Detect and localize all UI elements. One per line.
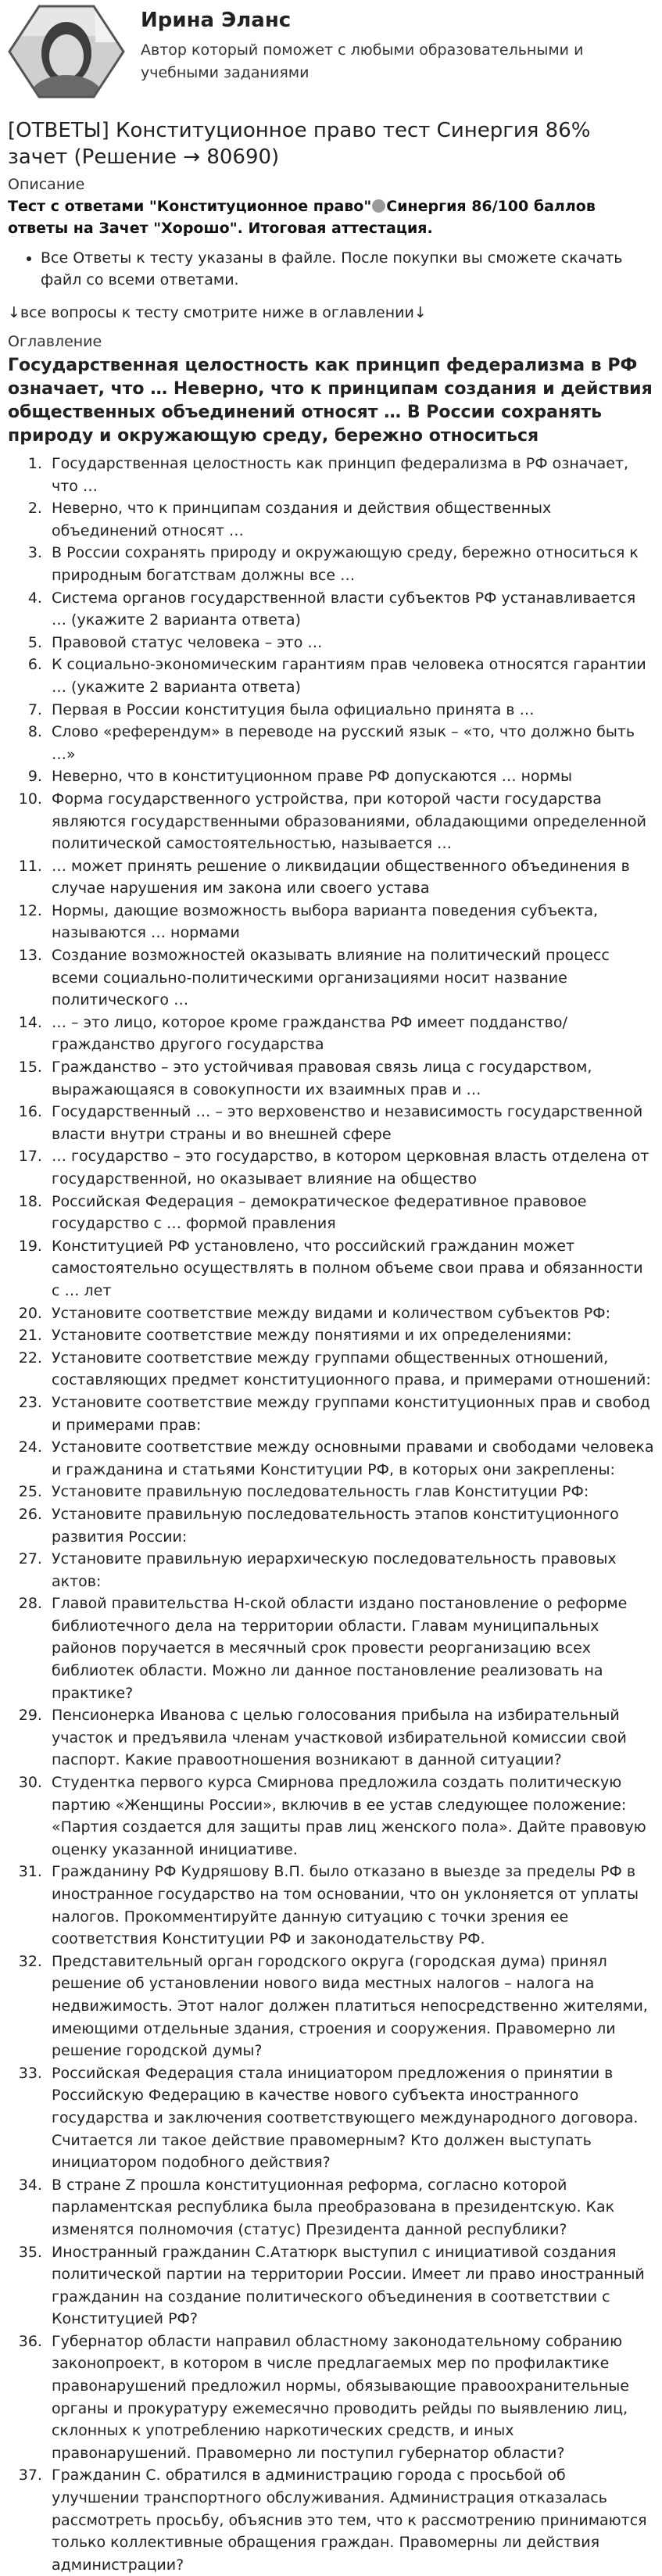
question-item[interactable]: 16. Государственный … – это верховенство и независимость государственной власти внутри страны и во внешней сфере [47,1101,654,1145]
question-item[interactable]: 3. В России сохранять природу и окружающую среду, бережно относиться к природным богатствам должны все … [47,542,654,586]
question-item[interactable]: 19. Конституцией РФ установлено, что российский гражданин может самостоятельно осуществлять в полном объеме свои права и обязанности с … лет [47,1235,654,1302]
toc-note: ↓все вопросы к тесту смотрите ниже в оглавлении↓ [8,304,427,321]
question-item[interactable]: 2. Неверно, что к принципам создания и действия общественных объединений относят … [47,497,654,542]
question-item[interactable]: 13. Создание возможностей оказывать влияние на политический процесс всеми социально-политическими организациями носит название политического … [47,944,654,1012]
question-item[interactable]: 30. Студентка первого курса Смирнова предложила создать политическую партию «Женщины России», включив в ее устав следующее положение: «Партия создается для защиты прав лиц женского пола». Дайте правовую оценку указанной инициативе. [47,1772,654,1861]
author-description: Автор который поможет с любыми образовательными и учебными заданиями [141,41,584,81]
author-info [141,5,610,84]
question-item[interactable]: 27. Установите правильную иерархическую последовательность правовых актов: [47,1548,654,1593]
bullet-list [8,247,654,291]
question-item[interactable]: 28. Главой правительства Н-ской области издано постановление о реформе библиотечного дела на территории области. Главам муниципальных районов поручается в месячный срок провести реорганизацию всех библиотек области. Можно ли данное постановление реализовать на практике? [47,1593,654,1704]
question-item[interactable]: 18. Российская Федерация – демократическое федеративное правовое государство с … формой правления [47,1191,654,1235]
question-item[interactable]: 7. Первая в России конституция была официально принята в … [47,699,654,722]
question-item[interactable]: 8. Слово «референдум» в переводе на русский язык – «то, что должно быть …» [47,721,654,765]
question-item[interactable]: 37. Гражданин С. обратился в администрацию города с просьбой об улучшении транспортного обслуживания. Администрация отказалась рассмотреть просьбу, объяснив это тем, что к рассмотрению принимаются только коллективные обращения граждан. Правомерны ли действия администрации? [47,2464,654,2576]
toc-heading: Государственная целостность как принцип федерализма в РФ означает, что … Неверно, что к принципам создания и действия общественных объединений относят … В России сохранять природу и окружающую среду, бережно относиться [8,356,653,446]
question-item[interactable]: 5. Правовой статус человека – это … [47,632,654,654]
description-text [8,195,654,239]
question-item[interactable]: 11. … может принять решение о ликвидации общественного объединения в случае нарушения им закона или своего устава [47,855,654,900]
question-item[interactable]: 31. Гражданину РФ Кудряшову В.П. было отказано в выезде за пределы РФ в иностранное государство на том основании, что он уклоняется от уплаты налогов. Прокомментируйте данную ситуацию с точки зрения ее соответствия Конституции РФ и законодательству РФ. [47,1861,654,1950]
bullet-item: • Все Ответы к тесту указаны в файле. После покупки вы сможете скачать файл со всеми ответами. [41,247,654,291]
question-item[interactable]: 21. Установите соответствие между понятиями и их определениями: [47,1324,654,1347]
description-label: Описание [8,176,85,193]
question-item[interactable]: 33. Российская Федерация стала инициатором предложения о принятии в Российскую Федерацию в качестве нового субъекта иностранного государства и заключения соответствующего международного договора. Считается ли такое действие правомерным? Кто должен выступать инициатором подобного действия? [47,2062,654,2174]
question-item[interactable]: 32. Представительный орган городского округа (городская дума) принял решение об установлении нового вида местных налогов – налога на недвижимость. Этот налог должен платиться непосредственно жителями, имеющими отдельные здания, строения и сооружения. Правомерно ли решение городской думы? [47,1951,654,2062]
question-item[interactable]: 26. Установите правильную последовательность этапов конституционного развития России: [47,1503,654,1548]
question-item[interactable]: 15. Гражданство – это устойчивая правовая связь лица с государством, выражающаяся в совокупности их взаимных прав и … [47,1056,654,1101]
question-item[interactable]: 20. Установите соответствие между видами и количеством субъектов РФ: [47,1302,654,1325]
avatar-photo-icon [8,5,125,99]
description-text-part1: Тест с ответами "Конституционное право" [8,198,372,215]
question-list [8,453,654,2576]
question-item[interactable]: 29. Пенсионерка Иванова с целью голосования прибыла на избирательный участок и предъявила членам участковой избирательной комиссии свой паспорт. Какие правоотношения возникают в данной ситуации? [47,1704,654,1772]
toc-label: Оглавление [8,333,102,350]
author-name[interactable]: Ирина Эланс [141,9,292,32]
question-item[interactable]: 9. Неверно, что в конституционном праве РФ допускаются … нормы [47,765,654,788]
question-item[interactable]: 17. … государство – это государство, в котором церковная власть отделена от государственной, но оказывает влияние на общество [47,1145,654,1190]
author-avatar[interactable] [8,5,125,99]
question-item[interactable]: 1. Государственная целостность как принцип федерализма в РФ означает, что … [47,453,654,497]
question-item[interactable]: 6. К социально-экономическим гарантиям прав человека относятся гарантии … (укажите 2 варианта ответа) [47,654,654,698]
question-item[interactable]: 24. Установите соответствие между основными правами и свободами человека и гражданина и статьями Конституции РФ, в которых они закреплены: [47,1436,654,1481]
question-item[interactable]: 4. Система органов государственной власти субъектов РФ устанавливается … (укажите 2 варианта ответа) [47,587,654,632]
question-item[interactable]: 36. Губернатор области направил областному законодательному собранию законопроект, в котором в числе предлагаемых мер по профилактике правонарушений предложил нормы, обязывающие правоохранительные органы и прокуратуру ежемесячно проводить рейды по выявлению лиц, склонных к употреблению наркотических средств, и иных правонарушений. Правомерно ли поступил губернатор области? [47,2331,654,2465]
grey-circle-icon [372,199,385,213]
question-item[interactable]: 14. … – это лицо, которое кроме гражданства РФ имеет подданство/гражданство другого государства [47,1012,654,1056]
author-block [8,5,654,105]
description-text-part2: Синергия 86/100 баллов ответы на Зачет "Хорошо". Итоговая аттестация. [8,198,596,237]
question-item[interactable]: 10. Форма государственного устройства, при которой части государства являются государственными образованиями, обладающими определенной политической самостоятельностью, называется … [47,788,654,855]
question-item[interactable]: 34. В стране Z прошла конституционная реформа, согласно которой парламентская республика была преобразована в президентскую. Как изменятся полномочия (статус) Президента данной республики? [47,2174,654,2241]
question-item[interactable]: 23. Установите соответствие между группами конституционных прав и свобод и примерами прав: [47,1392,654,1436]
question-item[interactable]: 22. Установите соответствие между группами общественных отношений, составляющих предмет конституционного права, и примерами отношений: [47,1347,654,1392]
question-item[interactable]: 25. Установите правильную последовательность глав Конституции РФ: [47,1481,654,1503]
page-title: [ОТВЕТЫ] Конституционное право тест Синергия 86% зачет (Решение → 80690) [8,119,591,169]
question-item[interactable]: 12. Нормы, дающие возможность выбора варианта поведения субъекта, называются … нормами [47,900,654,944]
question-item[interactable]: 35. Иностранный гражданин С.Ататюрк выступил с инициативой создания политической партии на территории России. Имеет ли право иностранный гражданин на создание политического объединения в соответствии с Конституцией РФ? [47,2241,654,2331]
